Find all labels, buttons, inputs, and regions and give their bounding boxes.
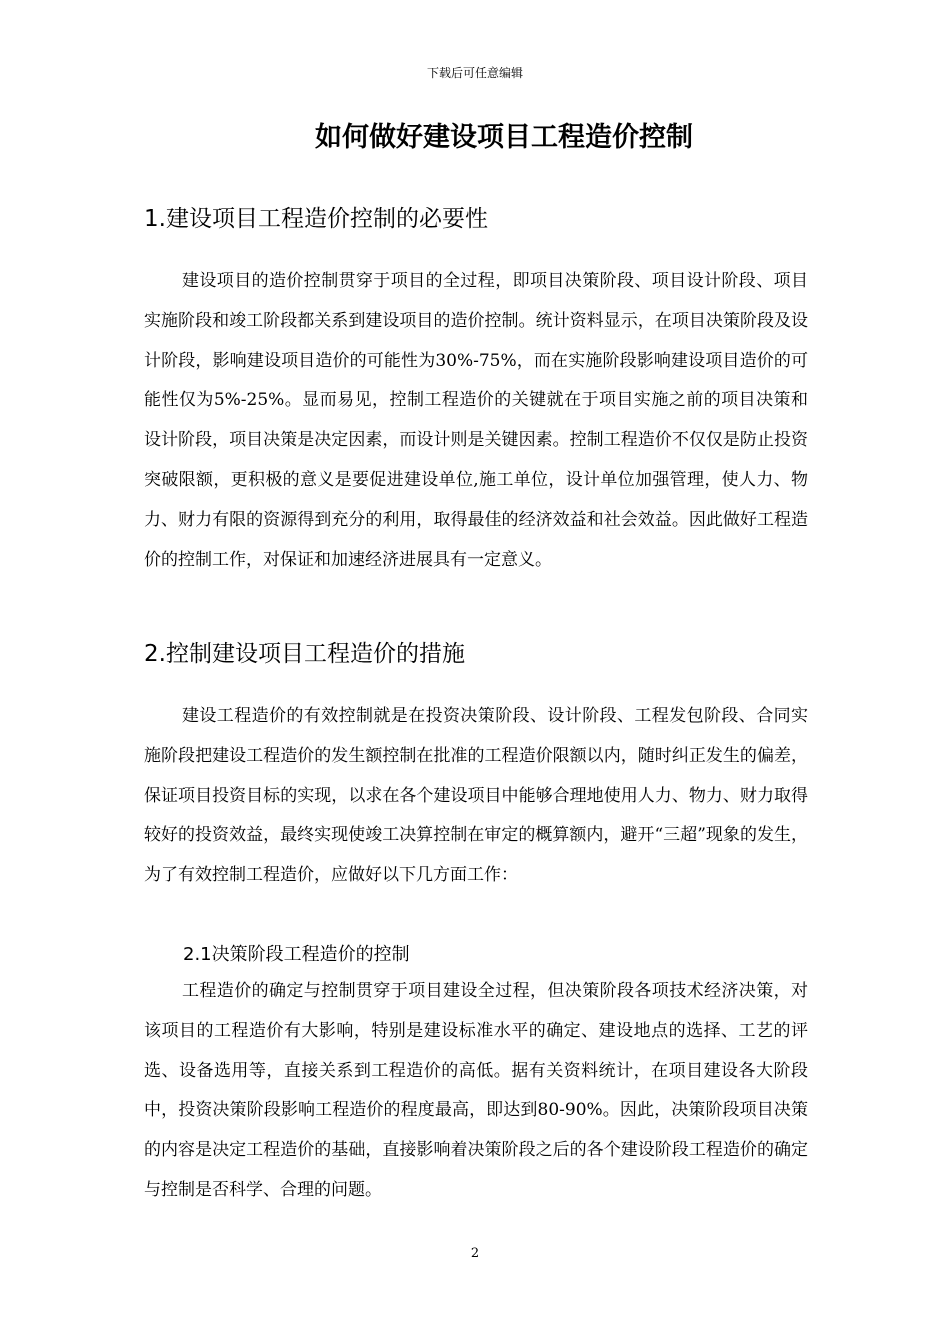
document-title: 如何做好建设项目工程造价控制 bbox=[315, 122, 693, 153]
subsection-2-1-heading: 2.1决策阶段工程造价的控制 bbox=[183, 944, 410, 965]
subsection-2-1-paragraph: 工程造价的确定与控制贯穿于项目建设全过程，但决策阶段各项技术经济决策，对该项目的工程造价有大影响，特别是建设标准水平的确定、建设地点的选择、工艺的评选、设备选用等，直接关系到工程造价的高低。据有关资料统计，在项目建设各大阶段中，投资决策阶段影响工程造价的程度最高，即达到80-90%。因此，决策阶段项目决策的内容是决定工程造价的基础，直接影响着决策阶段之后的各个建设阶段工程造价的确定与控制是否科学、合理的问题。 bbox=[144, 981, 808, 1200]
section-2-heading: 2.控制建设项目工程造价的措施 bbox=[144, 641, 465, 667]
page-number: 2 bbox=[470, 1246, 480, 1261]
section-1-paragraph: 建设项目的造价控制贯穿于项目的全过程，即项目决策阶段、项目设计阶段、项目实施阶段和竣工阶段都关系到建设项目的造价控制。统计资料显示，在项目决策阶段及设计阶段，影响建设项目造价的可能性为30%-75%，而在实施阶段影响建设项目造价的可能性仅为5%-25%。显而易见，控制工程造价的关键就在于项目实施之前的项目决策和设计阶段，项目决策是决定因素，而设计则是关键因素。控制工程造价不仅仅是防止投资突破限额，更积极的意义是要促进建设单位,施工单位，设计单位加强管理，使人力、物力、财力有限的资源得到充分的利用，取得最佳的经济效益和社会效益。因此做好工程造价的控制工作，对保证和加速经济进展具有一定意义。 bbox=[144, 271, 808, 570]
section-2-paragraph: 建设工程造价的有效控制就是在投资决策阶段、设计阶段、工程发包阶段、合同实施阶段把建设工程造价的发生额控制在批准的工程造价限额以内，随时纠正发生的偏差，保证项目投资目标的实现，以求在各个建设项目中能够合理地使用人力、物力、财力取得较好的投资效益，最终实现使竣工决算控制在审定的概算额内，避开“三超”现象的发生，为了有效控制工程造价，应做好以下几方面工作： bbox=[144, 706, 808, 886]
section-1-heading: 1.建设项目工程造价控制的必要性 bbox=[144, 206, 488, 232]
header-note: 下载后可任意编辑 bbox=[426, 66, 523, 80]
